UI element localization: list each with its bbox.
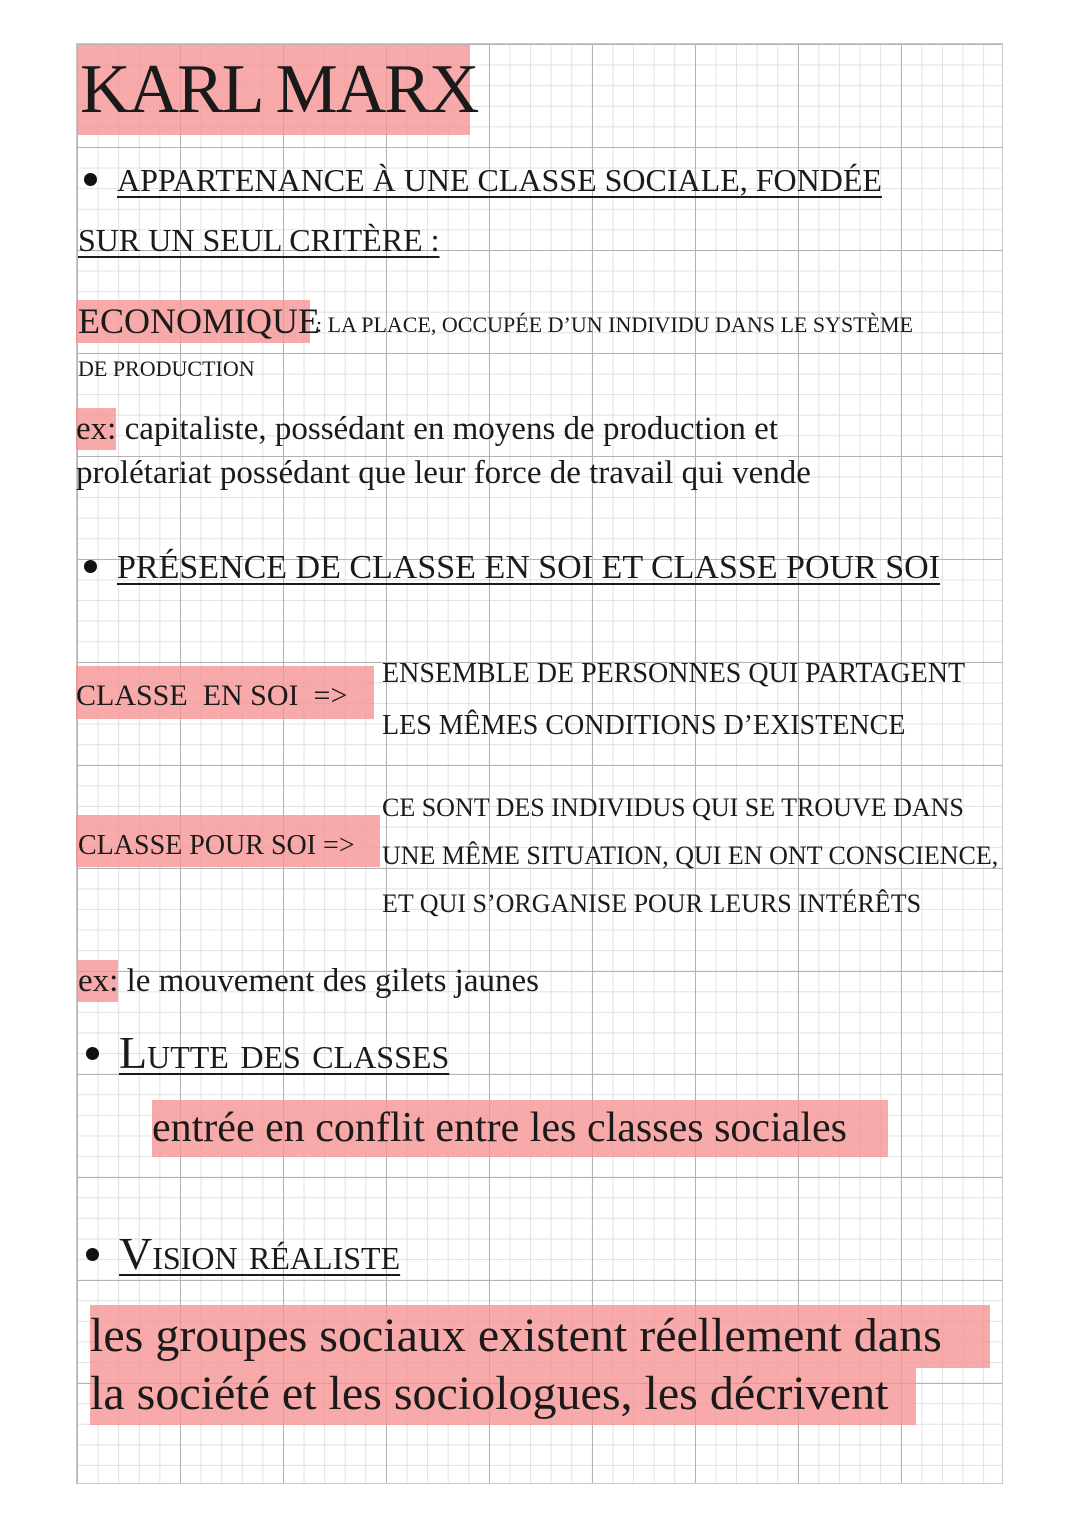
bullet-icon — [84, 560, 97, 573]
section2-heading: PRÉSENCE DE CLASSE EN SOI ET CLASSE POUR SOI — [84, 547, 940, 589]
term-definition-line1: : LA PLACE, OCCUPÉE D’UN INDIVIDU DANS LE SYSTÈME — [316, 312, 914, 337]
term-economique: ECONOMIQUE — [78, 301, 320, 341]
bullet-icon — [84, 173, 97, 186]
example1-line1: ex: capitaliste, possédant en moyens de production et — [76, 411, 778, 447]
page-title: KARL MARX — [80, 51, 478, 128]
classe-en-soi-label: CLASSE EN SOI => — [76, 679, 348, 712]
example2: ex: le mouvement des gilets jaunes — [78, 963, 539, 999]
section4-text-line1: les groupes sociaux existent réellement dans — [90, 1309, 942, 1362]
bullet-icon — [86, 1248, 99, 1261]
term-definition-line2: DE PRODUCTION — [78, 356, 255, 381]
classe-en-soi-def-line1: ENSEMBLE DE PERSONNES QUI PARTAGENT — [382, 658, 966, 689]
section1-heading-line1: APPARTENANCE À UNE CLASSE SOCIALE, FONDÉE — [84, 160, 882, 200]
section3-text: entrée en conflit entre les classes sociales — [152, 1105, 848, 1151]
classe-en-soi-def-line2: LES MÊMES CONDITIONS D’EXISTENCE — [382, 710, 906, 741]
section1-heading-line2: SUR UN SEUL CRITÈRE : — [78, 222, 440, 258]
example1-line2: prolétariat possédant que leur force de travail qui vende — [76, 455, 811, 491]
bullet-icon — [86, 1047, 99, 1060]
classe-pour-soi-def-line2: UNE MÊME SITUATION, QUI EN ONT CONSCIENCE, — [382, 841, 999, 870]
classe-pour-soi-def-line3: ET QUI S’ORGANISE POUR LEURS INTÉRÊTS — [382, 889, 922, 918]
classe-pour-soi-label: CLASSE POUR SOI => — [78, 830, 355, 861]
section4-text-line2: la société et les sociologues, les décrivent — [90, 1367, 889, 1420]
classe-pour-soi-def-line1: CE SONT DES INDIVIDUS QUI SE TROUVE DANS — [382, 793, 964, 822]
section3-heading: Lutte des classes — [86, 1025, 449, 1081]
section4-heading: Vision réaliste — [86, 1226, 400, 1282]
